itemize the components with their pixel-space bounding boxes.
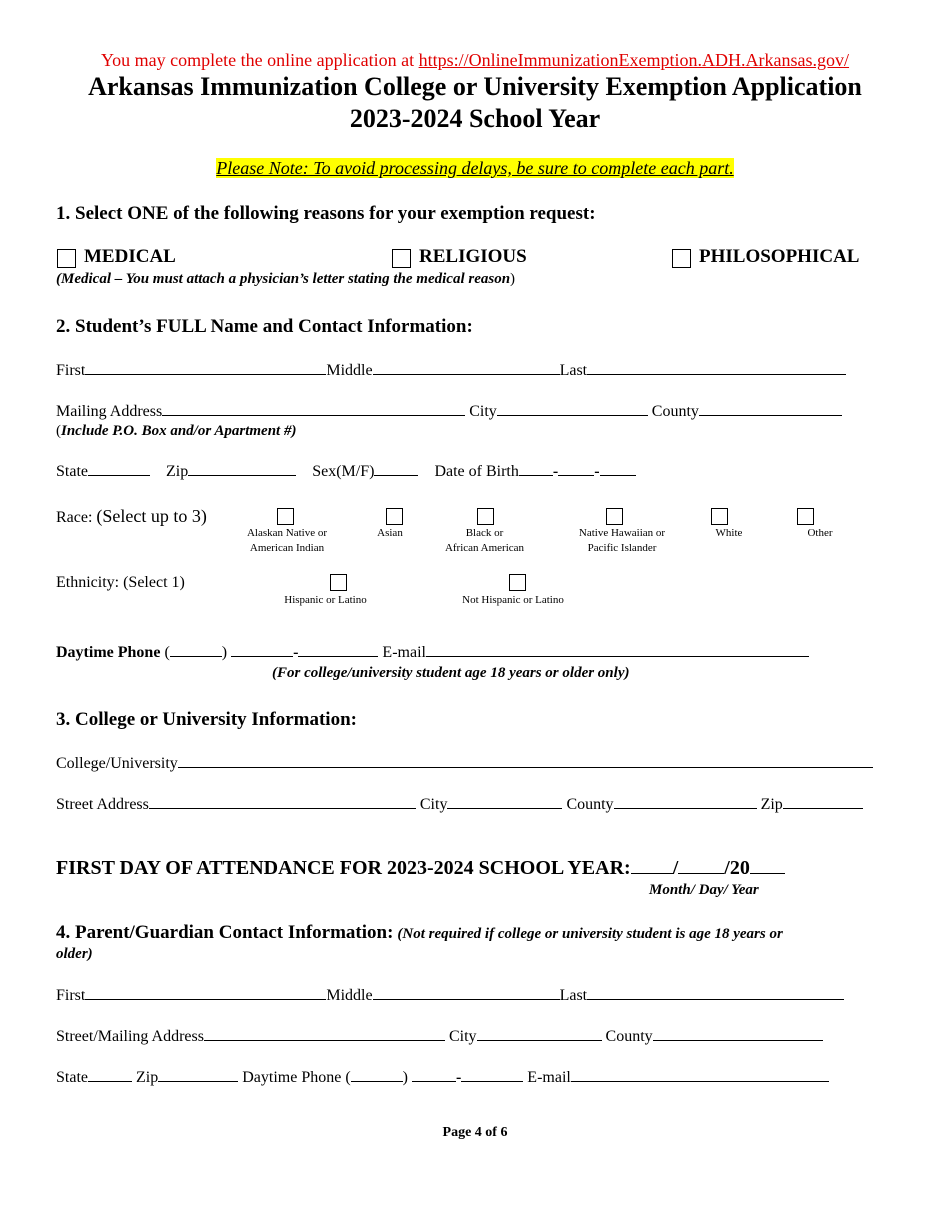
parent-zip-field[interactable] [158, 1080, 238, 1082]
first-name-field[interactable] [85, 373, 326, 375]
medical-note-close: ) [510, 271, 516, 287]
college-field[interactable] [178, 766, 873, 768]
parent-address-row [56, 1028, 823, 1046]
philosophical-checkbox[interactable] [672, 249, 691, 268]
dob-year-field[interactable] [600, 474, 636, 476]
parent-county-label: County [605, 1028, 653, 1045]
po-box-text: Include P.O. Box and/or Apartment #) [61, 423, 297, 439]
section4-heading: 4. Parent/Guardian Contact Information: [56, 922, 394, 943]
parent-email-field[interactable] [571, 1080, 829, 1082]
parent-last-label: Last [559, 987, 588, 1004]
parent-state-label: State [56, 1069, 88, 1086]
college-street-label: Street Address [56, 796, 149, 813]
email-field[interactable] [426, 655, 809, 657]
zip-field[interactable] [188, 474, 296, 476]
college-county-field[interactable] [614, 807, 757, 809]
state-field[interactable] [88, 474, 150, 476]
section3-heading: 3. College or University Information: [56, 709, 357, 730]
medical-note [56, 271, 515, 288]
parent-street-label: Street/Mailing Address [56, 1028, 204, 1045]
college-city-field[interactable] [447, 807, 562, 809]
online-application-notice [0, 50, 950, 71]
email-label: E-mail [382, 644, 426, 661]
attendance-year-field[interactable] [750, 872, 785, 874]
college-label: College/University [56, 755, 178, 772]
attendance-label: FIRST DAY OF ATTENDANCE FOR 2023-2024 SCHOOL YEAR: [56, 857, 631, 879]
age-note: (For college/university student age 18 years or older only) [272, 665, 630, 681]
college-street-field[interactable] [149, 807, 416, 809]
parent-phone-separator: - [455, 1069, 462, 1086]
not-hispanic-checkbox[interactable] [509, 574, 526, 591]
first-name-label: First [56, 362, 86, 379]
race-hawaiian-line1: Native Hawaiian or [578, 527, 666, 539]
parent-email-label: E-mail [527, 1069, 571, 1086]
parent-middle-label: Middle [326, 987, 373, 1004]
college-zip-label: Zip [760, 796, 783, 813]
city-label: City [469, 403, 497, 420]
student-phone-row: Daytime Phone ( ) - E-mail [56, 644, 809, 662]
last-name-label: Last [559, 362, 588, 379]
daytime-phone-label: Daytime Phone [56, 644, 161, 661]
race-alaskan-checkbox[interactable] [277, 508, 294, 525]
race-black-checkbox[interactable] [477, 508, 494, 525]
race-black-line1: Black or [465, 527, 504, 539]
dob-separator: - [594, 463, 600, 480]
medical-note-text: (Medical – You must attach a physician’s letter stating the medical reason [56, 271, 511, 287]
race-white-label: White [715, 527, 743, 539]
religious-checkbox[interactable] [392, 249, 411, 268]
race-white-checkbox[interactable] [711, 508, 728, 525]
mailing-address-label: Mailing Address [56, 403, 163, 420]
po-box-open: ( [56, 423, 61, 439]
hispanic-label: Hispanic or Latino [284, 594, 367, 606]
medical-label: MEDICAL [84, 246, 176, 267]
student-name-row [56, 362, 846, 380]
parent-phone-line-field[interactable] [461, 1080, 523, 1082]
parent-street-field[interactable] [204, 1039, 445, 1041]
section1-heading: 1. Select ONE of the following reasons for your exemption request: [56, 203, 596, 224]
section4-heading-block [56, 923, 896, 964]
sex-label: Sex(M/F) [312, 463, 375, 480]
middle-name-label: Middle [326, 362, 373, 379]
phone-separator: - [293, 644, 299, 661]
college-address-row [56, 796, 863, 814]
philosophical-label: PHILOSOPHICAL [699, 246, 860, 267]
race-alaskan-line2: American Indian [249, 542, 325, 554]
mailing-address-row [56, 403, 842, 421]
parent-first-field[interactable] [85, 998, 326, 1000]
parent-contact-row: State Zip Daytime Phone ( ) - E-mail [56, 1069, 829, 1087]
race-alaskan-line1: Alaskan Native or [246, 527, 328, 539]
parent-phone-prefix-field[interactable] [412, 1080, 456, 1082]
school-year-title: 2023-2024 School Year [349, 104, 601, 133]
phone-prefix-field[interactable] [231, 655, 293, 657]
po-box-note [56, 423, 296, 440]
parent-state-field[interactable] [88, 1080, 132, 1082]
dob-day-field[interactable] [558, 474, 594, 476]
ethnicity-label: Ethnicity: (Select 1) [56, 574, 185, 591]
attendance-day-field[interactable] [678, 872, 724, 874]
phone-line-field[interactable] [298, 655, 378, 657]
race-label-text: Race: [56, 509, 93, 526]
race-hawaiian-checkbox[interactable] [606, 508, 623, 525]
state-label: State [56, 463, 88, 480]
race-asian-checkbox[interactable] [386, 508, 403, 525]
last-name-field[interactable] [587, 373, 846, 375]
race-select-hint: (Select up to 3) [96, 506, 207, 526]
medical-checkbox[interactable] [57, 249, 76, 268]
page-number: Page 4 of 6 [442, 1125, 508, 1140]
parent-city-label: City [448, 1028, 477, 1045]
mailing-address-field[interactable] [162, 414, 465, 416]
state-zip-row [56, 463, 636, 481]
parent-name-row [56, 987, 844, 1005]
processing-note [0, 158, 950, 179]
race-hawaiian-line2: Pacific Islander [587, 542, 657, 554]
religious-label: RELIGIOUS [419, 246, 527, 267]
dob-separator: - [552, 463, 559, 480]
not-hispanic-label: Not Hispanic or Latino [462, 594, 564, 606]
section2-heading: 2. Student’s FULL Name and Contact Information: [56, 316, 473, 337]
college-city-label: City [419, 796, 448, 813]
race-other-label: Other [807, 527, 833, 539]
sex-field[interactable] [374, 474, 418, 476]
college-zip-field[interactable] [783, 807, 863, 809]
race-hawaiian-label [562, 526, 682, 556]
college-row [56, 755, 873, 773]
phone-area-code-field[interactable] [170, 655, 222, 657]
middle-name-field[interactable] [373, 373, 560, 375]
dob-label: Date of Birth [434, 463, 519, 480]
county-label: County [651, 403, 699, 420]
parent-phone-label: Daytime Phone [242, 1069, 342, 1086]
form-title: Arkansas Immunization College or University Exemption Application [88, 72, 862, 101]
processing-note-text: Please Note: To avoid processing delays, be sure to complete each part. [216, 158, 734, 178]
parent-last-field[interactable] [587, 998, 844, 1000]
county-field[interactable] [699, 414, 842, 416]
race-alaskan-label [227, 526, 347, 556]
parent-county-field[interactable] [653, 1039, 823, 1041]
section4-note-line1: (Not required if college or university student is age 18 years or [397, 926, 783, 942]
attendance-row: FIRST DAY OF ATTENDANCE FOR 2023-2024 SCHOOL YEAR: / /20 [56, 857, 785, 880]
attendance-month-field[interactable] [631, 872, 673, 874]
parent-first-label: First [56, 987, 86, 1004]
zip-label: Zip [166, 463, 189, 480]
city-field[interactable] [497, 414, 648, 416]
attendance-year-prefix: 20 [729, 857, 750, 879]
parent-phone-area-field[interactable] [351, 1080, 403, 1082]
online-prefix: You may complete the online application at [100, 50, 419, 70]
dob-month-field[interactable] [519, 474, 553, 476]
race-black-label [427, 526, 542, 556]
race-black-line2: African American [444, 542, 525, 554]
college-county-label: County [566, 796, 614, 813]
date-format-note: Month/ Day/ Year [649, 882, 759, 898]
parent-city-field[interactable] [477, 1039, 602, 1041]
race-other-checkbox[interactable] [797, 508, 814, 525]
race-label [56, 506, 207, 527]
section4-note-line2: older) [56, 946, 93, 962]
parent-middle-field[interactable] [373, 998, 560, 1000]
race-asian-label: Asian [377, 527, 403, 539]
hispanic-checkbox[interactable] [330, 574, 347, 591]
parent-zip-label: Zip [136, 1069, 159, 1086]
online-application-link[interactable]: https://OnlineImmunizationExemption.ADH.Arkansas.gov/ [418, 50, 850, 70]
